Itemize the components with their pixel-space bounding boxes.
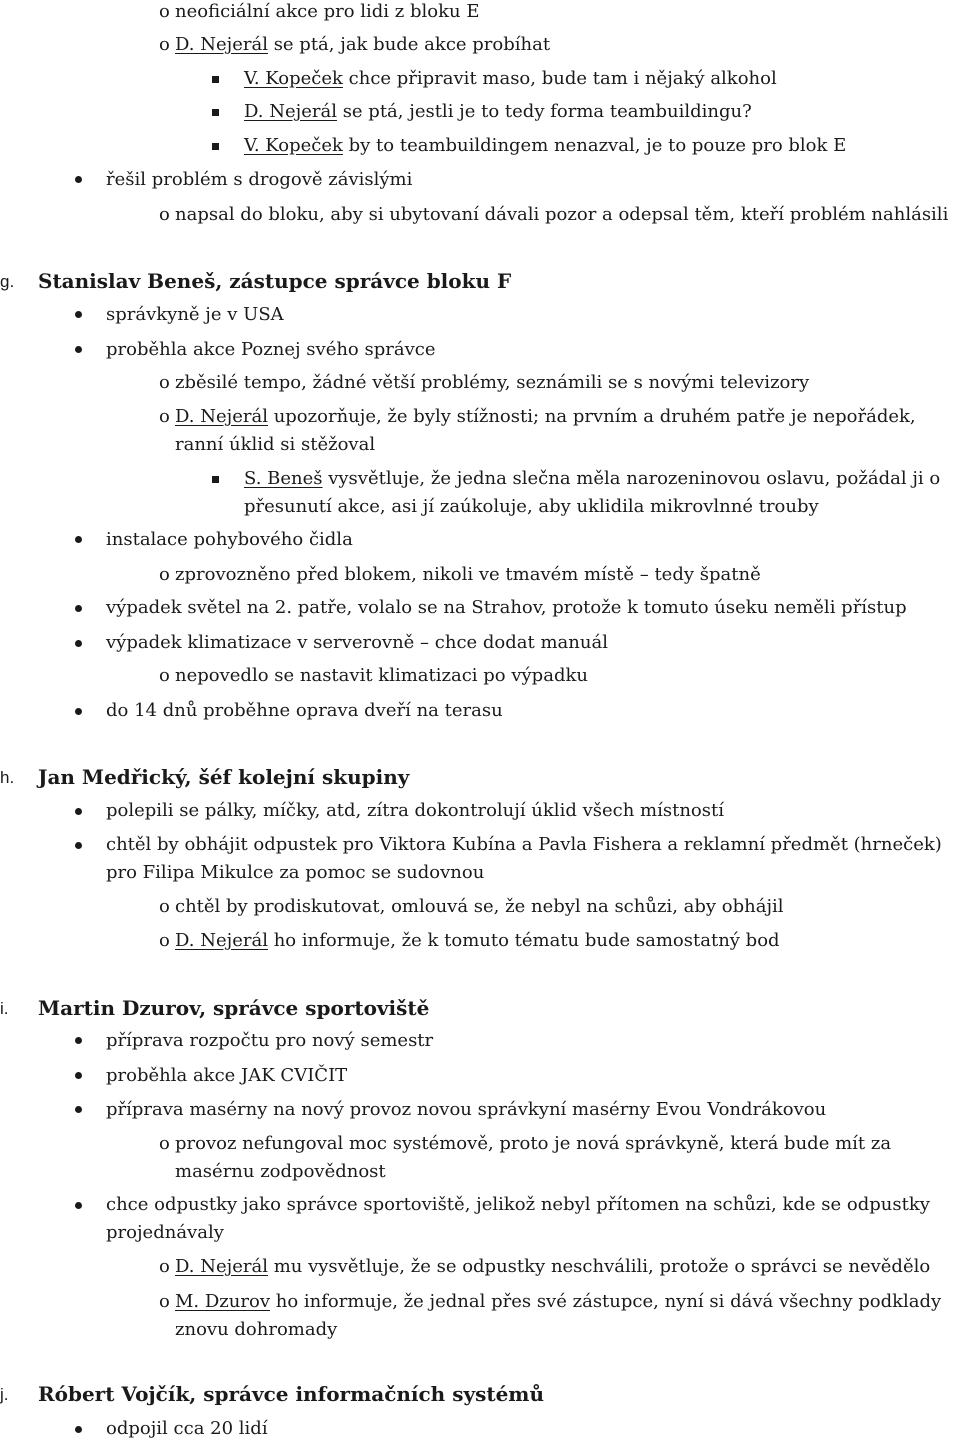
bullet-icon [75,640,82,647]
sub-bullet-text: D. Nejerál se ptá, jak bude akce probíhat [175,34,551,55]
bullet-icon [75,1037,82,1044]
sub-marker: o [159,1,170,22]
sub-bullet-text: neoficiální akce pro lidi z bloku E [175,1,480,22]
bullet-icon [75,808,82,815]
sub-bullet-text: zprovozněno před blokem, nikoli ve tmavém místě – tedy špatně [175,564,761,585]
bullet-text: polepili se pálky, míčky, atd, zítra dokontrolují úklid všech místností [106,800,724,821]
bullet-text: řešil problém s drogově závislými [106,169,413,190]
bullet-icon [75,536,82,543]
bullet-text: výpadek klimatizace v serverovně – chce dodat manuál [106,632,608,653]
sub-bullet-text: napsal do bloku, aby si ubytovaní dávali pozor a odepsal těm, kteří problém nahlásili [175,204,949,225]
section-heading: Stanislav Beneš, zástupce správce bloku F [38,269,512,293]
sub-marker: o [159,34,170,55]
person-name: M. Dzurov [175,1291,270,1312]
person-name: D. Nejerál [175,930,268,951]
sub-bullet-text: D. Nejerál mu vysvětluje, že se odpustky neschválili, protože o správci se nevědělo [175,1256,931,1277]
bullet-icon [75,1426,82,1433]
person-name: V. Kopeček [244,135,343,156]
sub-marker: o [159,896,170,917]
bullet-icon [75,708,82,715]
tertiary-bullet-text-continued: přesunutí akce, asi jí zaúkoluje, aby uklidila mikrovlnné trouby [244,496,819,517]
sub-bullet-text: M. Dzurov ho informuje, že jednal přes své zástupce, nyní si dává všechny podklady [175,1291,942,1312]
section-heading: Róbert Vojčík, správce informačních systémů [38,1382,544,1406]
bullet-icon [75,1072,82,1079]
sub-bullet-text: D. Nejerál upozorňuje, že byly stížnosti; na prvním a druhém patře je nepořádek, [175,406,916,427]
section-heading: Martin Dzurov, správce sportoviště [38,996,430,1020]
bullet-icon [75,346,82,353]
person-name: D. Nejerál [175,1256,268,1277]
bullet-text: chtěl by obhájit odpustek pro Viktora Kubína a Pavla Fishera a reklamní předmět (hrneček) [106,834,942,855]
section-label: g. [0,272,15,291]
sub-marker: o [159,665,170,686]
bullet-text: instalace pohybového čidla [106,529,353,550]
sub-marker: o [159,1133,170,1154]
bullet-icon [75,842,82,849]
square-bullet-icon [212,143,219,150]
bullet-text: příprava rozpočtu pro nový semestr [106,1030,434,1051]
bullet-text: odpojil cca 20 lidí [106,1418,268,1439]
bullet-icon [75,605,82,612]
person-name: V. Kopeček [244,68,343,89]
section-heading: Jan Medřický, šéf kolejní skupiny [38,765,410,789]
tertiary-bullet-text: D. Nejerál se ptá, jestli je to tedy forma teambuildingu? [244,101,752,122]
bullet-text: proběhla akce Poznej svého správce [106,339,436,360]
sub-marker: o [159,406,170,427]
bullet-text-continued: pro Filipa Mikulce za pomoc se sudovnou [106,862,485,883]
person-name: D. Nejerál [244,101,337,122]
sub-bullet-text-continued: masérnu zodpovědnost [175,1161,386,1182]
bullet-text: výpadek světel na 2. patře, volalo se na Strahov, protože k tomuto úseku neměli přístup [106,597,907,618]
square-bullet-icon [212,76,219,83]
bullet-text: příprava masérny na nový provoz novou správkyní masérny Evou Vondrákovou [106,1099,827,1120]
square-bullet-icon [212,476,219,483]
bullet-icon [75,311,82,318]
sub-marker: o [159,204,170,225]
sub-marker: o [159,1256,170,1277]
bullet-icon [75,176,82,183]
bullet-text: chce odpustky jako správce sportoviště, jelikož nebyl přítomen na schůzi, kde se odpustky [106,1194,930,1215]
bullet-text: proběhla akce JAK CVIČIT [106,1065,348,1086]
tertiary-bullet-text: V. Kopeček by to teambuildingem nenazval, je to pouze pro blok E [244,135,847,156]
sub-marker: o [159,930,170,951]
tertiary-bullet-text: V. Kopeček chce připravit maso, bude tam i nějaký alkohol [244,68,777,89]
bullet-icon [75,1202,82,1209]
person-name: D. Nejerál [175,406,268,427]
sub-marker: o [159,1291,170,1312]
sub-bullet-text: zběsilé tempo, žádné větší problémy, seznámili se s novými televizory [175,372,810,393]
sub-bullet-text: nepovedlo se nastavit klimatizaci po výpadku [175,665,588,686]
sub-marker: o [159,372,170,393]
section-label: j. [0,1385,9,1404]
section-label: i. [0,999,9,1018]
tertiary-bullet-text: S. Beneš vysvětluje, že jedna slečna měla narozeninovou oslavu, požádal ji o [244,468,941,489]
bullet-text: správkyně je v USA [106,304,284,325]
bullet-icon [75,1106,82,1113]
sub-bullet-text: chtěl by prodiskutovat, omlouvá se, že nebyl na schůzi, aby obhájil [175,896,784,917]
person-name: S. Beneš [244,468,323,489]
sub-bullet-text: D. Nejerál ho informuje, že k tomuto tématu bude samostatný bod [175,930,780,951]
person-name: D. Nejerál [175,34,268,55]
bullet-text: do 14 dnů proběhne oprava dveří na terasu [106,700,503,721]
square-bullet-icon [212,109,219,116]
section-label: h. [0,768,15,787]
sub-bullet-text-continued: znovu dohromady [175,1319,338,1340]
sub-bullet-text: provoz nefungoval moc systémově, proto je nová správkyně, která bude mít za [175,1133,892,1154]
sub-marker: o [159,564,170,585]
sub-bullet-text-continued: ranní úklid si stěžoval [175,434,376,455]
bullet-text-continued: projednávaly [106,1222,224,1243]
